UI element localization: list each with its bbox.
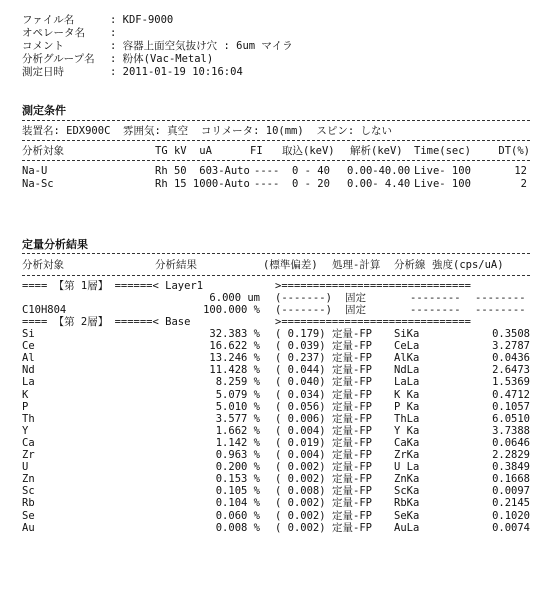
result-proc: 定量-FP xyxy=(332,509,372,522)
cond-cell: 2 xyxy=(520,178,527,190)
result-proc: 定量-FP xyxy=(332,340,372,353)
divider xyxy=(22,120,530,121)
cond-cell: ---- xyxy=(254,178,280,190)
result-value: 16.622 % xyxy=(209,340,260,353)
cond-cell: 12 xyxy=(514,165,527,177)
result-name: Ce xyxy=(22,340,35,353)
result-value: 0.104 % xyxy=(215,497,260,510)
result-line: ScKa xyxy=(394,485,420,498)
header-row-date: 測定日時 : 2011-01-19 10:16:04 xyxy=(22,66,243,78)
col-header: DT(%) xyxy=(498,145,530,157)
result-sd: ( 0.237) xyxy=(275,352,326,365)
result-line: K Ka xyxy=(394,388,420,401)
layer-proc: 固定 xyxy=(345,292,366,304)
result-sd: ( 0.039) xyxy=(275,340,326,353)
col-header: 分析対象 xyxy=(22,145,64,157)
result-name: Sc xyxy=(22,485,35,498)
layer2-separator: >============================== xyxy=(275,316,471,328)
result-line: ZnKa xyxy=(394,473,420,486)
result-int: 6.0510 xyxy=(492,412,530,425)
result-int: 0.0646 xyxy=(492,436,530,449)
layer-value: 6.000 um xyxy=(209,292,260,304)
cond-cell: 0 - 40 xyxy=(292,165,330,177)
col-header: 分析対象 xyxy=(22,259,64,271)
result-proc: 定量-FP xyxy=(332,388,372,401)
result-int: 0.3849 xyxy=(492,461,530,474)
layer-line: -------- xyxy=(410,304,461,316)
divider xyxy=(22,140,530,141)
result-name: U xyxy=(22,461,29,474)
result-name: Zr xyxy=(22,449,35,461)
divider xyxy=(22,275,530,276)
layer-sd: (-------) xyxy=(275,304,332,316)
result-sd: ( 0.004) xyxy=(275,449,326,461)
result-value: 1.662 % xyxy=(215,424,260,437)
result-value: 5.079 % xyxy=(215,388,260,401)
cond-cell: 0.00-40.00 xyxy=(347,165,411,177)
cond-cell: Na-U xyxy=(22,165,48,177)
result-value: 0.153 % xyxy=(215,473,260,486)
layer1-label: ==== 【第 1層】 ======< Layer1 xyxy=(22,280,204,292)
cond-cell: ---- xyxy=(254,165,280,177)
result-int: 3.2787 xyxy=(492,340,530,353)
col-header: 取込(keV) xyxy=(282,145,335,157)
result-int: 2.2829 xyxy=(492,449,530,461)
result-sd: ( 0.056) xyxy=(275,400,326,413)
results-title: 定量分析結果 xyxy=(22,238,88,251)
col-header: (標準偏差) xyxy=(263,259,318,271)
result-proc: 定量-FP xyxy=(332,328,372,340)
result-sd: ( 0.006) xyxy=(275,412,326,425)
result-line: SeKa xyxy=(394,509,420,522)
result-int: 0.2145 xyxy=(492,497,530,510)
result-name: Si xyxy=(22,328,35,340)
col-header: Time(sec) xyxy=(414,145,471,157)
result-name: Au xyxy=(22,521,35,534)
col-header: TG kV uA xyxy=(155,145,212,157)
conditions-device: 装置名: EDX900C 雰囲気: 真空 コリメータ: 10(mm) スピン: しない xyxy=(22,125,392,137)
result-name: Rb xyxy=(22,497,35,510)
header-label: コメント xyxy=(22,40,64,52)
result-line: ZrKa xyxy=(394,449,420,461)
result-proc: 定量-FP xyxy=(332,412,372,425)
cond-cell: 0 - 20 xyxy=(292,178,330,190)
result-value: 3.577 % xyxy=(215,412,260,425)
result-value: 32.383 % xyxy=(209,328,260,340)
divider xyxy=(22,160,530,161)
result-name: La xyxy=(22,376,35,389)
result-int: 1.5369 xyxy=(492,376,530,389)
cond-cell: Na-Sc xyxy=(22,178,54,190)
result-name: Al xyxy=(22,352,35,365)
result-value: 13.246 % xyxy=(209,352,260,365)
result-int: 0.1057 xyxy=(492,400,530,413)
result-sd: ( 0.002) xyxy=(275,473,326,486)
result-sd: ( 0.002) xyxy=(275,521,326,534)
result-line: AuLa xyxy=(394,521,420,534)
layer-proc: 固定 xyxy=(345,304,366,316)
layer-line: -------- xyxy=(410,292,461,304)
result-value: 0.008 % xyxy=(215,521,260,534)
result-value: 1.142 % xyxy=(215,436,260,449)
result-value: 8.259 % xyxy=(215,376,260,389)
layer-int: -------- xyxy=(475,292,526,304)
result-name: K xyxy=(22,388,29,401)
result-sd: ( 0.002) xyxy=(275,461,326,474)
result-name: Th xyxy=(22,412,35,425)
header-row-comment: コメント : 容器上面空気抜け穴 : 6um マイラ xyxy=(22,40,293,52)
header-label: 分析グループ名 xyxy=(22,53,95,65)
result-sd: ( 0.002) xyxy=(275,497,326,510)
result-int: 3.7388 xyxy=(492,424,530,437)
layer-int: -------- xyxy=(475,304,526,316)
divider xyxy=(22,253,530,254)
result-name: Se xyxy=(22,509,35,522)
header-value: KDF-9000 xyxy=(122,14,174,26)
layer1-separator: >============================== xyxy=(275,280,471,292)
result-sd: ( 0.034) xyxy=(275,388,326,401)
col-header: 分析線 xyxy=(394,259,426,271)
result-line: Y Ka xyxy=(394,424,420,437)
cond-cell: Rh 15 1000-Auto xyxy=(155,178,250,190)
header-row-operator: オペレータ名 : xyxy=(22,27,123,39)
cond-cell: Live- 100 xyxy=(414,178,471,190)
result-proc: 定量-FP xyxy=(332,449,372,461)
col-header: 解析(keV) xyxy=(350,145,403,157)
result-proc: 定量-FP xyxy=(332,521,372,534)
result-line: NdLa xyxy=(394,364,420,377)
result-int: 0.0097 xyxy=(492,485,530,498)
result-value: 0.200 % xyxy=(215,461,260,474)
result-int: 0.3508 xyxy=(492,328,530,340)
header-label: 測定日時 xyxy=(22,66,64,78)
result-value: 11.428 % xyxy=(209,364,260,377)
result-sd: ( 0.002) xyxy=(275,509,326,522)
result-sd: ( 0.179) xyxy=(275,328,326,340)
result-proc: 定量-FP xyxy=(332,497,372,510)
result-value: 0.105 % xyxy=(215,485,260,498)
cond-cell: 0.00- 4.40 xyxy=(347,178,411,190)
result-name: Y xyxy=(22,424,29,437)
layer-value: 100.000 % xyxy=(203,304,260,316)
file-header xyxy=(22,14,293,79)
result-proc: 定量-FP xyxy=(332,400,372,413)
header-row-group: 分析グループ名 : 粉体(Vac-Metal) xyxy=(22,53,214,65)
result-proc: 定量-FP xyxy=(332,436,372,449)
result-sd: ( 0.004) xyxy=(275,424,326,437)
header-row-filename: ファイル名 : KDF-9000 xyxy=(22,14,174,26)
col-header: FI xyxy=(250,145,263,157)
result-line: P Ka xyxy=(394,400,420,413)
col-header: 処理-計算 xyxy=(332,259,381,271)
result-int: 0.4712 xyxy=(492,388,530,401)
result-value: 0.060 % xyxy=(215,509,260,522)
cond-cell: Rh 50 603-Auto xyxy=(155,165,250,177)
layer-name: C10H804 xyxy=(22,304,67,316)
result-name: P xyxy=(22,400,29,413)
result-int: 0.0436 xyxy=(492,352,530,365)
result-int: 0.1668 xyxy=(492,473,530,486)
header-label: ファイル名 xyxy=(22,14,75,26)
result-name: Zn xyxy=(22,473,35,486)
result-line: ThLa xyxy=(394,412,420,425)
result-int: 0.1020 xyxy=(492,509,530,522)
result-proc: 定量-FP xyxy=(332,376,372,389)
result-proc: 定量-FP xyxy=(332,485,372,498)
result-sd: ( 0.008) xyxy=(275,485,326,498)
result-int: 2.6473 xyxy=(492,364,530,377)
result-line: CeLa xyxy=(394,340,420,353)
header-value: 容器上面空気抜け穴 : 6um マイラ xyxy=(122,40,293,52)
result-name: Nd xyxy=(22,364,35,377)
result-name: Ca xyxy=(22,436,35,449)
result-line: LaLa xyxy=(394,376,420,389)
col-header: 強度(cps/uA) xyxy=(432,259,504,271)
result-value: 0.963 % xyxy=(215,449,260,461)
conditions-title: 測定条件 xyxy=(22,104,66,117)
layer-sd: (-------) xyxy=(275,292,332,304)
layer2-label: ==== 【第 2層】 ======< Base xyxy=(22,316,191,328)
header-label: オペレータ名 xyxy=(22,27,85,39)
cond-cell: Live- 100 xyxy=(414,165,471,177)
result-sd: ( 0.019) xyxy=(275,436,326,449)
result-proc: 定量-FP xyxy=(332,352,372,365)
result-line: AlKa xyxy=(394,352,420,365)
result-proc: 定量-FP xyxy=(332,461,372,474)
result-int: 0.0074 xyxy=(492,521,530,534)
result-sd: ( 0.040) xyxy=(275,376,326,389)
result-sd: ( 0.044) xyxy=(275,364,326,377)
result-line: CaKa xyxy=(394,436,420,449)
result-line: RbKa xyxy=(394,497,420,510)
result-proc: 定量-FP xyxy=(332,424,372,437)
result-value: 5.010 % xyxy=(215,400,260,413)
header-value: 2011-01-19 10:16:04 xyxy=(122,66,243,78)
header-value: 粉体(Vac-Metal) xyxy=(122,53,214,65)
result-line: SiKa xyxy=(394,328,420,340)
col-header: 分析結果 xyxy=(155,259,197,271)
result-proc: 定量-FP xyxy=(332,364,372,377)
result-proc: 定量-FP xyxy=(332,473,372,486)
result-line: U La xyxy=(394,461,420,474)
